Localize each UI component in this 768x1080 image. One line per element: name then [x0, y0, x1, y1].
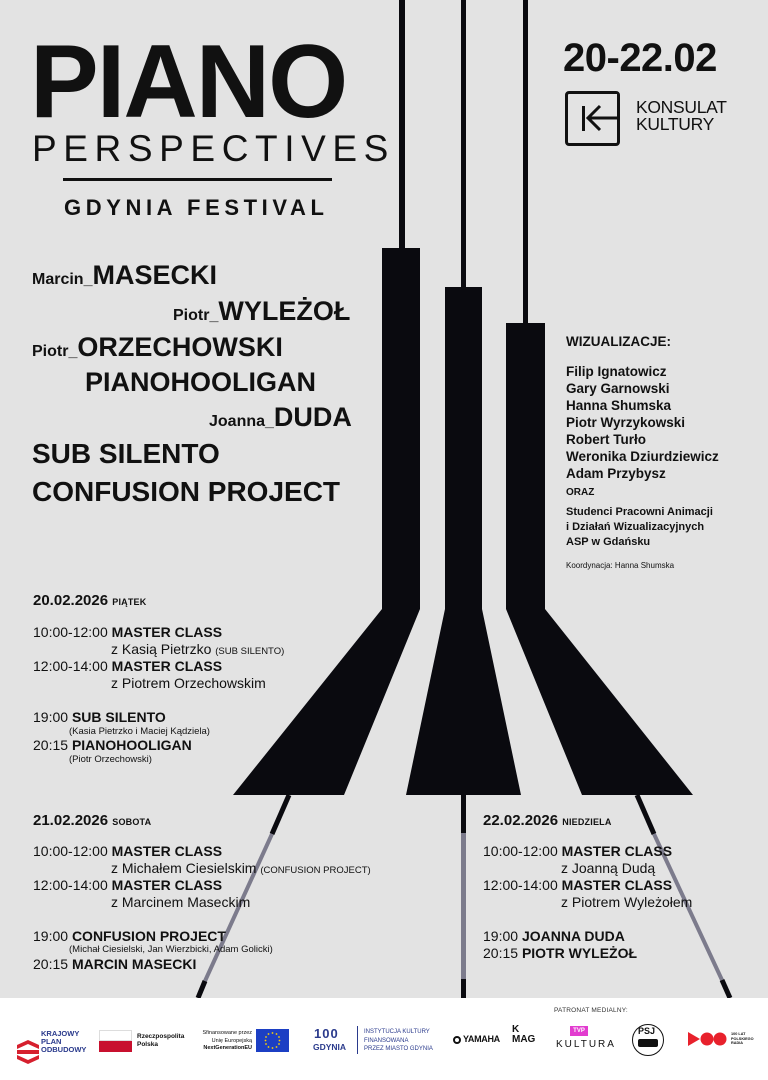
visualizations-list — [566, 363, 719, 482]
artist-pianohooligan: PIANOHOOLIGAN — [85, 367, 317, 397]
schedule-event: 20:15 PIANOHOOLIGAN — [33, 737, 192, 753]
band-confusion-project: CONFUSION PROJECT — [32, 476, 341, 507]
visualizations-students: Studenci Pracowni Animacji i Działań Wizualizacyjnych ASP w Gdańsku — [566, 506, 713, 548]
schedule-event: 20:15 PIOTR WYLEŻOŁ — [483, 945, 638, 961]
rp-text: Rzeczpospolita Polska — [137, 1033, 185, 1048]
schedule-event: 10:00-12:00 MASTER CLASS — [33, 624, 223, 640]
schedule-event: 19:00 CONFUSION PROJECT — [33, 928, 226, 944]
day-heading: 22.02.2026 NIEDZIELA — [483, 812, 612, 829]
viz-artist: Hanna Shumska — [566, 398, 672, 413]
gdynia-institution-text: INSTYTUCJA KULTURY FINANSOWANA PRZEZ MIASTO GDYNIA — [364, 1029, 433, 1052]
kpo-logo-icon — [17, 1040, 39, 1064]
gdynia-100-logo: 100 — [314, 1026, 339, 1041]
gdynia-divider — [357, 1026, 358, 1054]
polish-radio-logo-icon — [688, 1032, 728, 1046]
yamaha-logo: YAMAHA — [463, 1034, 500, 1044]
viz-artist: Weronika Dziurdziewicz — [566, 449, 719, 464]
schedule-event-detail: z Marcinem Maseckim — [111, 894, 251, 910]
schedule-event-detail: z Piotrem Wyleżołem — [561, 894, 693, 910]
tvp-badge: TVP — [570, 1026, 588, 1036]
tvp-kultura-logo: KULTURA — [556, 1039, 616, 1050]
konsulat-kultury-logo-icon — [565, 91, 620, 146]
day-heading: 20.02.2026 PIĄTEK — [33, 592, 147, 609]
viz-artist: Gary Garnowski — [566, 381, 670, 396]
schedule-event: 12:00-14:00 MASTER CLASS — [33, 877, 223, 893]
trumpet-icon — [638, 1039, 658, 1047]
viz-artist: Piotr Wyrzykowski — [566, 415, 686, 430]
schedule-event: 20:15 MARCIN MASECKI — [33, 956, 197, 972]
polish-radio-text: 100 LAT POLSKIEGO RADIA — [731, 1032, 754, 1045]
yamaha-tuning-fork-icon — [453, 1036, 461, 1044]
schedule-event: 12:00-14:00 MASTER CLASS — [483, 877, 673, 893]
schedule-event-detail: z Kasią Pietrzko (SUB SILENTO) — [111, 641, 285, 657]
festival-subtitle: PERSPECTIVES — [32, 128, 395, 169]
kmag-logo: K MAG — [512, 1024, 536, 1045]
festival-dates: 20-22.02 — [563, 36, 717, 80]
festival-location: GDYNIA FESTIVAL — [64, 195, 329, 220]
schedule-event-detail: z Joanną Dudą — [561, 860, 656, 876]
schedule-event: 19:00 JOANNA DUDA — [483, 928, 625, 944]
festival-title: PIANO — [30, 24, 347, 140]
visualizations-oraz: ORAZ — [566, 487, 595, 498]
band-sub-silento: SUB SILENTO — [32, 438, 220, 469]
schedule-event-note: (Michał Ciesielski, Jan Wierzbicki, Adam Golicki) — [69, 944, 273, 955]
schedule-event-detail: z Michałem Ciesielskim (CONFUSION PROJECT) — [111, 860, 371, 876]
day-heading: 21.02.2026 SOBOTA — [33, 812, 152, 829]
viz-artist: Robert Turło — [566, 432, 646, 447]
media-patronage-label: PATRONAT MEDIALNY: — [554, 1007, 628, 1014]
schedule-event-note: (Piotr Orzechowski) — [69, 754, 152, 765]
schedule-event-note: (Kasia Pietrzko i Maciej Kądziela) — [69, 726, 210, 737]
artist-masecki: Marcin_MASECKI — [32, 260, 217, 290]
schedule-event: 19:00 SUB SILENTO — [33, 709, 166, 725]
viz-artist: Filip Ignatowicz — [566, 364, 667, 379]
artist-orzechowski: Piotr_ORZECHOWSKI — [32, 332, 283, 362]
visualizations-heading: WIZUALIZACJE: — [566, 334, 671, 349]
eu-text: Sfinansowane przez Unię Europejską NextGenerationEU — [202, 1030, 252, 1051]
eu-flag-icon — [256, 1029, 289, 1052]
kpo-text: KRAJOWY PLAN ODBUDOWY — [41, 1029, 87, 1054]
artist-wylezol: Piotr_WYLEŻOŁ — [173, 296, 351, 326]
poland-flag-icon — [99, 1030, 132, 1041]
artist-duda: Joanna_DUDA — [209, 402, 352, 432]
sponsor-footer: KRAJOWY PLAN ODBUDOWY Rzeczpospolita Polska Sfinansowane przez Unię Europejską NextGenerationEU 100 GDYNIA INSTYTUCJA KULTURY FINANSOWANA PRZEZ MIASTO GDYNIA YAMAHA K MAG PATRONAT MEDIALNY: TVP KULTURA PSJ 100 LAT POLSKIEGO RADIA — [0, 998, 768, 1080]
schedule-event: 12:00-14:00 MASTER CLASS — [33, 658, 223, 674]
title-divider — [63, 178, 332, 181]
schedule-event-detail: z Piotrem Orzechowskim — [111, 675, 266, 691]
schedule-event: 10:00-12:00 MASTER CLASS — [483, 843, 673, 859]
organizer-name: KONSULAT KULTURY — [636, 97, 727, 134]
viz-artist: Adam Przybysz — [566, 466, 666, 481]
schedule-event: 10:00-12:00 MASTER CLASS — [33, 843, 223, 859]
gdynia-logo-text: GDYNIA — [313, 1042, 347, 1052]
coordination-credit: Koordynacja: Hanna Shumska — [566, 561, 675, 570]
